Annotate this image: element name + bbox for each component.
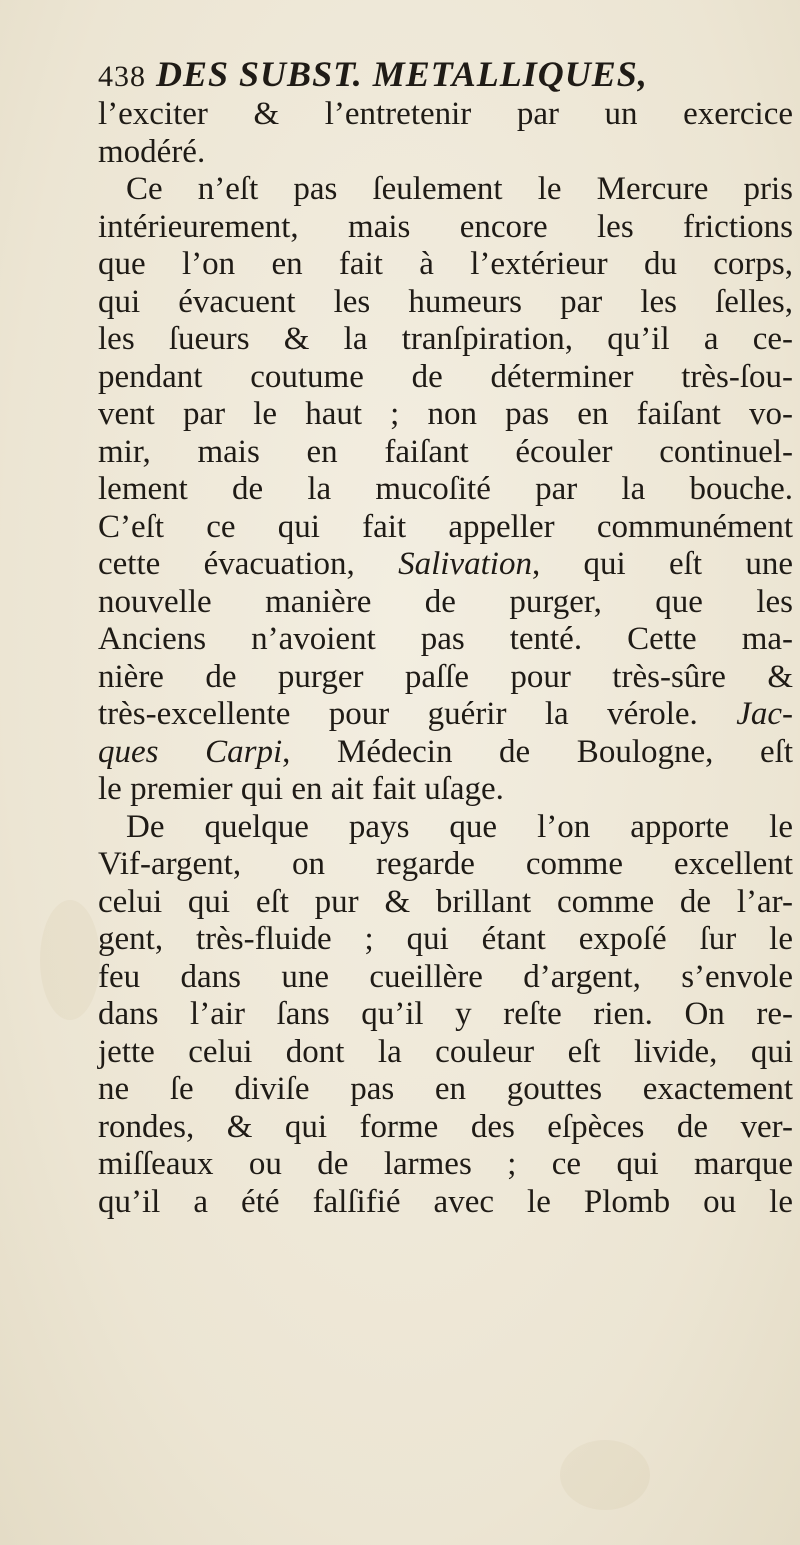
text-segment: nière de purger paſſe pour très-sûre & [98, 658, 793, 695]
text-segment: les ſueurs & la tranſpiration, qu’il a ce- [98, 321, 793, 357]
text-segment: Vif-argent, on regarde comme excellent [98, 846, 793, 882]
text-line [98, 1034, 793, 1072]
text-line [98, 509, 793, 547]
running-title: DES SUBST. METALLIQUES, [156, 54, 648, 94]
text-segment: celui qui eſt pur & brillant comme de l’ar- [98, 883, 793, 920]
text-line [98, 884, 793, 922]
text-segment: qu’il a été falſifié avec le Plomb ou le [98, 1183, 793, 1220]
page-number: 438 [98, 60, 146, 93]
text-segment: nouvelle manière de purger, que les [98, 583, 793, 620]
text-segment: le premier qui en ait fait uſage. [98, 771, 504, 807]
text-line [98, 1071, 793, 1109]
text-line [98, 771, 793, 809]
text-line [98, 96, 793, 134]
text-segment: modéré. [98, 133, 206, 170]
body-text [98, 96, 793, 1221]
text-line [98, 546, 793, 584]
text-line [98, 696, 793, 734]
italic-text: Salivation [398, 546, 532, 582]
text-segment: l’exciter & l’entretenir par un exercice [98, 96, 793, 132]
italic-text: ques Carpi [98, 733, 283, 770]
text-segment: , Médecin de Boulogne, eſt [282, 733, 793, 770]
text-segment: Anciens n’avoient pas tenté. Cette ma- [98, 621, 793, 657]
text-segment: ne ſe diviſe pas en gouttes exactement [98, 1071, 793, 1107]
text-line [98, 959, 793, 997]
text-line [98, 734, 793, 772]
text-line [98, 621, 793, 659]
text-segment: intérieurement, mais encore les frictions [98, 208, 793, 245]
text-segment: jette celui dont la couleur eſt livide, qui [98, 1033, 793, 1070]
text-segment: gent, très-fluide ; qui étant expoſé ſur le [98, 921, 793, 957]
text-segment: miſſeaux ou de larmes ; ce qui marque [98, 1146, 793, 1182]
text-line [98, 846, 793, 884]
text-line [98, 1184, 793, 1222]
text-segment: De quelque pays que l’on apporte le [126, 808, 793, 845]
text-segment: C’eſt ce qui fait appeller communément [98, 508, 793, 545]
text-segment: feu dans une cueillère d’argent, s’envole [98, 958, 793, 995]
text-line [98, 659, 793, 697]
text-line [98, 471, 793, 509]
italic-text: Jac- [736, 696, 793, 732]
text-segment: mir, mais en faiſant écouler continuel- [98, 433, 793, 470]
text-segment: Ce n’eſt pas ſeulement le Mercure pris [126, 171, 793, 207]
text-segment: cette évacuation, [98, 546, 399, 582]
text-line [98, 584, 793, 622]
text-line [98, 1109, 793, 1147]
text-line [98, 284, 793, 322]
text-segment: pendant coutume de déterminer très-ſou- [98, 358, 793, 395]
paper-stain [40, 900, 100, 1020]
text-line [98, 396, 793, 434]
text-segment: vent par le haut ; non pas en faiſant vo- [98, 396, 793, 432]
text-line [98, 246, 793, 284]
text-line [98, 134, 793, 172]
text-line [98, 809, 793, 847]
text-line [98, 921, 793, 959]
running-header [98, 54, 778, 97]
text-line [98, 434, 793, 472]
text-line [98, 209, 793, 247]
text-segment: dans l’air ſans qu’il y reſte rien. On re- [98, 996, 793, 1032]
paper-stain [560, 1440, 650, 1510]
text-segment: très-excellente pour guérir la vérole. [98, 696, 737, 732]
text-line [98, 996, 793, 1034]
text-segment: rondes, & qui forme des eſpèces de ver- [98, 1108, 793, 1145]
text-segment: lement de la mucoſité par la bouche. [98, 471, 793, 507]
text-segment: , qui eſt une [531, 546, 793, 582]
text-segment: que l’on en fait à l’extérieur du corps, [98, 246, 793, 282]
text-line [98, 1146, 793, 1184]
text-line [98, 321, 793, 359]
text-line [98, 359, 793, 397]
text-segment: qui évacuent les humeurs par les ſelles, [98, 283, 793, 320]
text-line [98, 171, 793, 209]
